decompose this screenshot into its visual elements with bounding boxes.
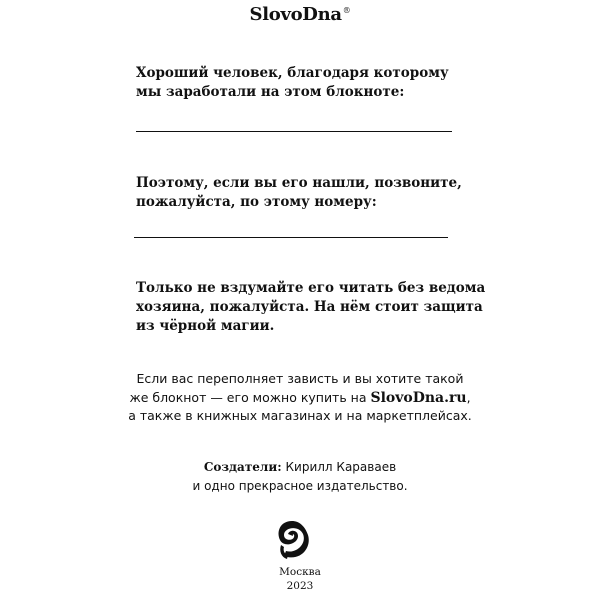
creators-credit (130, 458, 470, 495)
owner-prompt: Хороший человек, благодаря которому мы заработали на этом блокноте: (136, 65, 449, 100)
phone-number-line[interactable] (134, 237, 448, 238)
creators-name: Кирилл Караваев (285, 460, 397, 474)
purchase-note-line2-prefix: же блокнот — его можно купить на (129, 389, 371, 405)
purchase-note-line2-suffix: , (466, 389, 471, 405)
purchase-note-line2 (90, 389, 510, 408)
brand-logo (0, 4, 600, 25)
creators-label: Создатели: (203, 460, 282, 474)
warning-text: Только не вздумайте его читать без ведома хозяина, пожалуйста. На нём стоит защита из чёрной магии. (136, 280, 486, 334)
owner-name-line[interactable] (136, 131, 452, 132)
purchase-note-line3: а также в книжных магазинах и на маркетплейсах. (128, 408, 472, 423)
publisher-year: 2023 (286, 580, 314, 592)
site-link[interactable]: SlovoDna.ru (370, 389, 467, 406)
brand-name: SlovoDna (249, 4, 342, 25)
registered-mark: ® (342, 6, 351, 15)
creators-line1 (130, 458, 470, 477)
purchase-note (90, 370, 510, 426)
publisher-imprint (0, 565, 600, 593)
purchase-note-line1: Если вас переполняет зависть и вы хотите такой (136, 371, 464, 386)
creators-line2: и одно прекрасное издательство. (192, 478, 408, 493)
publisher-city: Москва (279, 566, 321, 578)
phone-prompt: Поэтому, если вы его нашли, позвоните, пожалуйста, по этому номеру: (136, 175, 462, 210)
publisher-swirl-icon (272, 518, 312, 562)
